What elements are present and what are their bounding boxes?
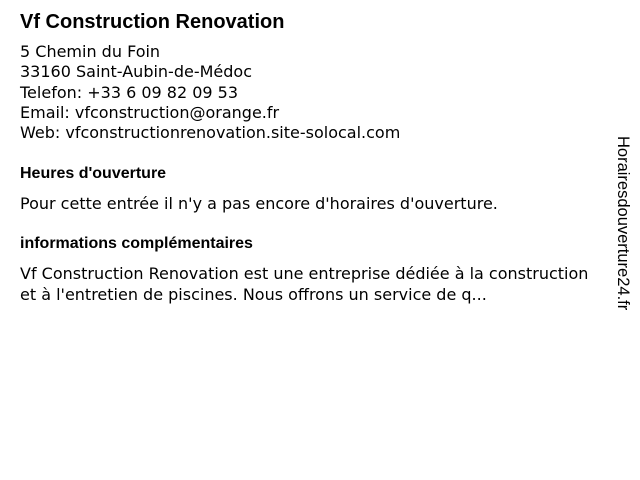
phone-line[interactable]: Telefon: +33 6 09 82 09 53 (20, 82, 239, 102)
business-card (20, 0, 600, 480)
additional-info-heading: informations complémentaires (20, 235, 253, 252)
email-line[interactable]: Email: vfconstruction@orange.fr (20, 102, 280, 122)
opening-hours-text: Pour cette entrée il n'y a pas encore d'horaires d'ouverture. (20, 194, 498, 213)
address-city: 33160 Saint-Aubin-de-Médoc (20, 62, 252, 82)
address-street: 5 Chemin du Foin (20, 42, 161, 61)
contact-block (20, 42, 400, 143)
web-line[interactable]: Web: vfconstructionrenovation.site-solocal.com (20, 123, 401, 143)
opening-hours-heading: Heures d'ouverture (20, 165, 167, 182)
business-name: Vf Construction Renovation (20, 11, 285, 33)
site-brand-label: Horairesdouverture24.fr (614, 136, 632, 311)
additional-info-text: Vf Construction Renovation est une entreprise dédiée à la construction et à l'entretien de piscines. Nous offrons un service de q... (20, 264, 589, 304)
